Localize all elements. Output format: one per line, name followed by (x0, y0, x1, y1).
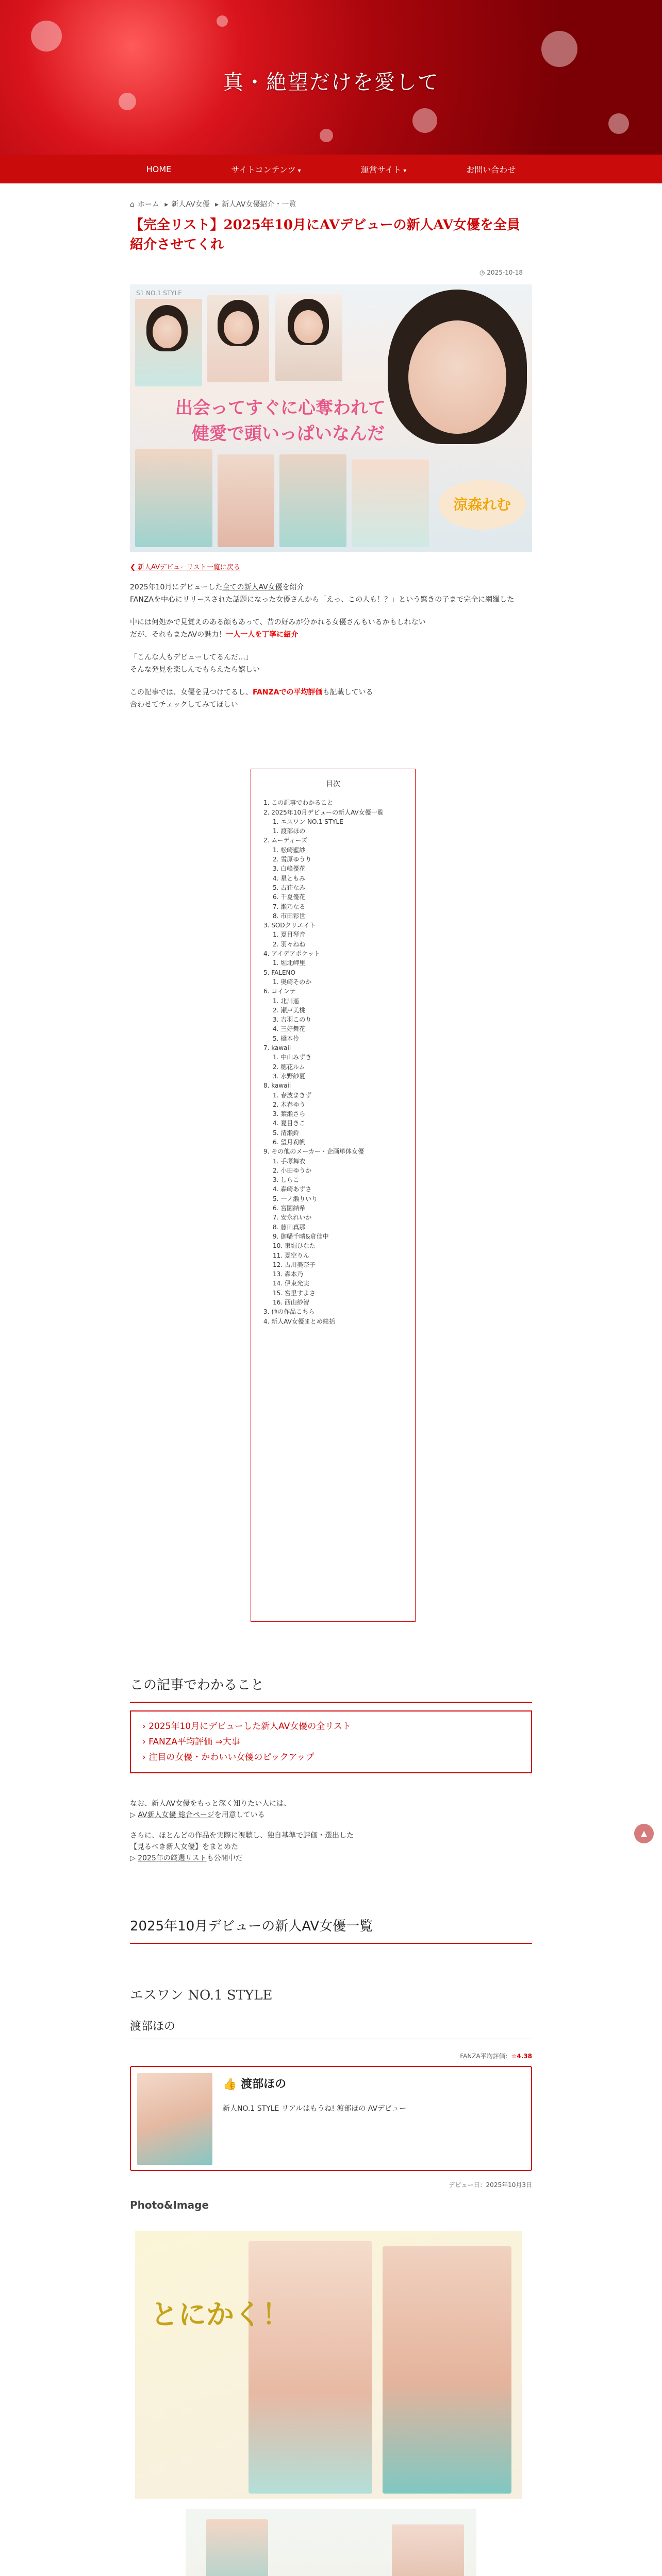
more-info-text: なお、新人AV女優をもっと深く知りたい人には、 ▷ AV新人女優 総合ページを用意している さらに、ほとんどの作品を実際に視聴し、独自基準で評価・選出した 【見るべき新人女優】をまとめた ▷ 2025年の厳選リストも公開中だ (130, 1800, 354, 1862)
toc-item[interactable]: 1. 北川遥 (273, 997, 300, 1005)
toc-item[interactable]: 8. kawaii (263, 1082, 291, 1090)
toc-item[interactable]: 1. 奥崎そのか (273, 978, 312, 986)
toc-item[interactable]: 3. SODクリエイト (263, 922, 316, 929)
photo1-text: とにかく！ (151, 2298, 290, 2331)
learn-heading: この記事でわかること (130, 1674, 532, 1703)
learn-box (130, 1710, 532, 1773)
toc-item[interactable]: 2. 2025年10月デビューの新人AV女優一覧 (263, 808, 384, 816)
nav-home[interactable]: HOME (146, 164, 172, 174)
toc-item[interactable]: 12. 古川美奈子 (273, 1261, 316, 1268)
breadcrumb (130, 199, 299, 209)
newcomer-overview-link[interactable]: AV新人女優 総合ページ (138, 1811, 214, 1819)
toc-item[interactable]: 4. 森崎あずさ (273, 1185, 312, 1193)
toc-item[interactable]: 5. 清瀬鈴 (273, 1129, 300, 1137)
toc-item[interactable]: 4. 新人AV女優まとめ総括 (263, 1317, 335, 1325)
maker-heading: エスワン NO.1 STYLE (130, 1988, 273, 2003)
learn-item: › 2025年10月にデビューした新人AV女優の全リスト (142, 1721, 351, 1732)
thumbs-up-icon: 👍 (223, 2078, 241, 2091)
toc-item[interactable]: 1. 春波まきず (273, 1091, 312, 1099)
photo-image-2[interactable] (186, 2509, 476, 2576)
toc-item[interactable]: 2. ムーディーズ (263, 837, 308, 844)
breadcrumb-home[interactable]: ホーム (137, 200, 159, 209)
toc-item[interactable]: 7. 瀬乃なる (273, 903, 306, 910)
actress-heading: 渡部ほの (130, 2018, 532, 2039)
actress-card-name: 👍 渡部ほの (223, 2078, 287, 2091)
toc-item[interactable]: 2. 瀬戸美桃 (273, 1006, 306, 1014)
page-title: 【完全リスト】2025年10月にAVデビューの新人AV女優を全員紹介させてくれ (130, 217, 520, 252)
breadcrumb-category[interactable]: 新人AV女優 (171, 200, 210, 209)
clock-icon: ◷ (479, 269, 487, 276)
toc-item[interactable]: 1. 夏目琴音 (273, 931, 306, 939)
toc-item[interactable]: 6. 望月莉帆 (273, 1138, 306, 1146)
toc-item[interactable]: 6. 宮園結希 (273, 1205, 306, 1212)
toc-item[interactable]: 1. エスワン NO.1 STYLE (273, 818, 343, 825)
debut-date: デビュー日：2025年10月3日 (449, 2181, 532, 2189)
toc-item[interactable]: 3. 吉羽このり (273, 1016, 312, 1024)
toc-item[interactable]: 4. 星ともみ (273, 874, 306, 882)
toc-title: 目次 (326, 780, 340, 788)
toc-item[interactable]: 1. 松崎藍紗 (273, 846, 306, 854)
toc-item[interactable]: 4. アイデアポケット (263, 950, 320, 958)
toc-item[interactable]: 14. 伊東光実 (273, 1280, 309, 1287)
toc-item[interactable]: 3. 葉瀬さら (273, 1110, 306, 1118)
toc-item[interactable]: 5. 古荘なみ (273, 884, 306, 891)
toc-item[interactable]: 7. kawaii (263, 1044, 291, 1052)
toc-item[interactable]: 2. 穂花ルム (273, 1063, 305, 1071)
toc-item[interactable]: 1. 中山みずき (273, 1054, 312, 1061)
toc-item[interactable]: 6. コインナ (263, 988, 296, 995)
toc-item[interactable]: 6. 千夏優花 (273, 893, 306, 901)
learn-item: › FANZA平均評価 ⇒大事 (142, 1737, 240, 1747)
toc-item[interactable]: 2. 雪原ゆうり (273, 856, 312, 863)
toc-item[interactable]: 3. 水野紗夏 (273, 1072, 306, 1080)
toc-item[interactable]: 10. 東堀ひなた (273, 1242, 316, 1250)
toc-item[interactable]: 2. 木春ゆう (273, 1100, 306, 1108)
toc-item[interactable]: 2. 小田ゆうか (273, 1166, 312, 1174)
toc-item[interactable]: 1. 手塚舞衣 (273, 1157, 306, 1165)
actress-photo[interactable] (137, 2073, 212, 2165)
article-thumbnail (130, 284, 532, 552)
site-header-banner (0, 0, 662, 155)
home-icon: ⌂ (130, 200, 135, 209)
thumbnail-caption-1: 出会ってすぐに心奪われて (175, 398, 386, 418)
toc-item[interactable]: 8. 藤田真那 (273, 1223, 306, 1231)
toc-item[interactable]: 5. 橋本伶 (273, 1035, 300, 1042)
toc-item[interactable]: 1. 渡部ほの (273, 827, 306, 835)
toc-item[interactable]: 1. この記事でわかること (263, 799, 334, 807)
thumbnail-brand: S1 NO.1 STYLE (136, 290, 182, 297)
toc-item[interactable]: 8. 市田彩世 (273, 912, 306, 920)
toc-item[interactable]: 16. 西山紗智 (273, 1299, 309, 1307)
site-title[interactable]: 真・絶望だけを愛して (223, 71, 439, 94)
folder-icon: ▸ (164, 200, 169, 209)
list-heading: 2025年10月デビューの新人AV女優一覧 (130, 1916, 532, 1944)
toc-item[interactable]: 1. 堀北岬里 (273, 959, 306, 967)
post-date: ◷ 2025-10-18 (479, 269, 523, 276)
global-nav (0, 155, 662, 183)
folder-icon: ▸ (215, 200, 219, 209)
toc-item[interactable]: 3. 白峰優花 (273, 865, 306, 873)
toc-item[interactable]: 9. その他のメーカー・企画単体女優 (263, 1148, 365, 1156)
actress-card-desc: 新人NO.1 STYLE リアルはもうね! 渡部ほの AVデビュー (223, 2105, 407, 2113)
toc-item[interactable]: 15. 宮里すよさ (273, 1289, 316, 1297)
toc-list (263, 798, 403, 1326)
photo-image-1[interactable] (135, 2231, 522, 2499)
toc-item[interactable]: 2. 羽々ねね (273, 940, 306, 948)
all-actresses-link[interactable]: 全ての新人AV女優 (222, 583, 283, 591)
toc-item[interactable]: 3. しらこ (273, 1176, 300, 1184)
thumbnail-badge: 涼森れむ (438, 480, 526, 530)
nav-operated-sites[interactable]: 運営サイト ▾ (331, 163, 437, 175)
nav-contact[interactable]: お問い合わせ (466, 164, 516, 175)
toc-item[interactable]: 13. 森本乃 (273, 1270, 303, 1278)
scroll-top-button[interactable]: ▲ (634, 1824, 654, 1843)
toc-item[interactable]: 4. 三好舞花 (273, 1025, 306, 1033)
toc-item[interactable]: 11. 夏空りん (273, 1251, 309, 1259)
actress-card[interactable] (130, 2066, 532, 2171)
learn-item: › 注目の女優・かわいい女優のピックアップ (142, 1752, 315, 1762)
toc-item[interactable]: 9. 御幡千晴&倉佳中 (273, 1232, 329, 1240)
article-intro: 2025年10月にデビューした全ての新人AV女優を紹介 FANZAを中心にリリースされた話題になった女優さんから「えっ、この人も！？」という驚きの子まで完全に網羅した 中には何処かで見覚えのある顔もあって、昔の好みが分かれる女優さんもいるかもしれない だが、それもまたAVの魅力！一人一人を丁寧に紹介 「こんな人もデビューしてるんだ…」 そんな発見を楽しんでもらえたら嬉しい この記事では、女優を見つけてるし、FANZAでの平均評価も記載している 合わせてチェックしてみてほしい (130, 583, 515, 709)
toc-item[interactable]: 7. 安永れいか (273, 1214, 312, 1222)
fanza-rating: FANZA平均評価：☆4.38 (460, 2053, 532, 2060)
toc-item[interactable]: 3. 他の作品こちら (263, 1308, 315, 1316)
selected-list-link[interactable]: 2025年の厳選リスト (138, 1854, 207, 1862)
back-to-list-link[interactable]: ❮ 新人AVデビューリスト一覧に戻る (130, 564, 240, 571)
thumbnail-caption-2: 健愛で頭いっぱいなんだ (192, 423, 385, 444)
toc-item[interactable]: 5. FALENO (263, 969, 295, 976)
table-of-contents (251, 769, 416, 1622)
toc-item[interactable]: 5. 一ノ瀬りいり (273, 1195, 318, 1202)
photo-heading: Photo&Image (130, 2199, 209, 2211)
toc-item[interactable]: 4. 夏目きこ (273, 1120, 306, 1127)
nav-site-contents[interactable]: サイトコンテンツ ▾ (201, 163, 330, 175)
breadcrumb-subcategory[interactable]: 新人AV女優紹介・一覧 (222, 200, 296, 209)
